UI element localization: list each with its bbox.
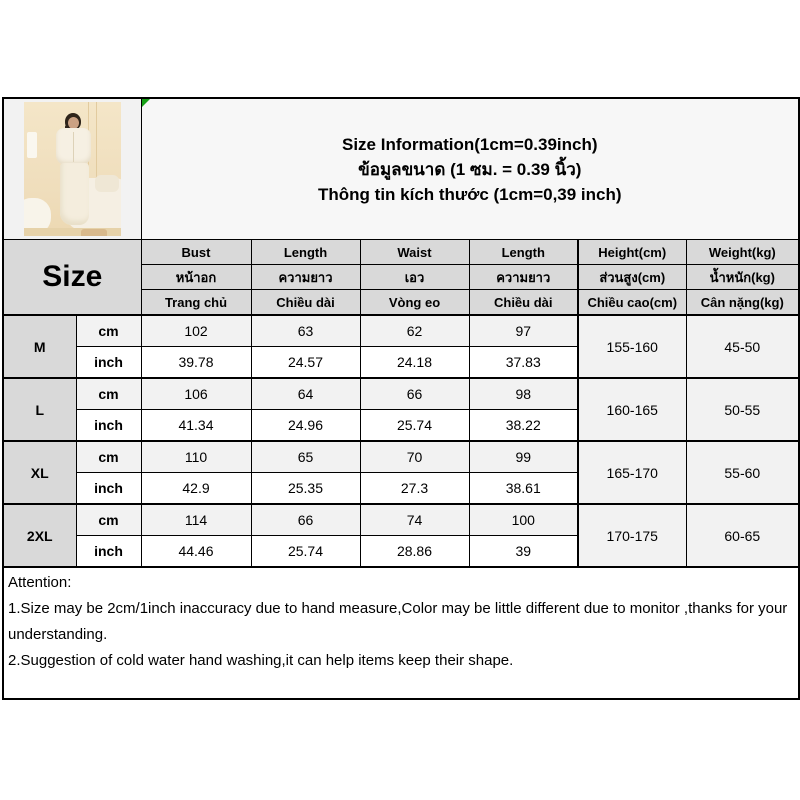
floor-patch [81,229,107,236]
col-header-weight-en: Weight(kg) [686,240,799,265]
value-cell: 24.57 [251,347,360,379]
title-line-vi: Thông tin kích thước (1cm=0,39 inch) [318,184,622,204]
height-range-cell: 170-175 [578,504,686,567]
value-cell: 38.61 [469,473,578,505]
col-header-height-th: ส่วนสูง(cm) [578,265,686,290]
height-range-cell: 155-160 [578,315,686,378]
value-cell: 62 [360,315,469,347]
value-cell: 25.35 [251,473,360,505]
attention-line-2: 2.Suggestion of cold water hand washing,it can help items keep their shape. [8,652,514,669]
product-photo-cell [3,98,141,240]
value-cell: 39 [469,536,578,568]
value-cell: 39.78 [141,347,251,379]
floor-lamp [27,132,37,158]
size-label-2xl: 2XL [3,504,76,567]
value-cell: 70 [360,441,469,473]
unit-label-inch: inch [76,410,141,442]
col-header-bust-en: Bust [141,240,251,265]
value-cell: 66 [360,378,469,410]
size-label-l: L [3,378,76,441]
value-cell: 25.74 [360,410,469,442]
green-corner-marker-icon [142,99,150,107]
title-row [3,98,799,240]
unit-label-inch: inch [76,347,141,379]
weight-range-cell: 50-55 [686,378,799,441]
title-line-th: ข้อมูลขนาด (1 ซม. = 0.39 นิ้ว) [358,159,582,179]
attention-row [3,567,799,699]
weight-range-cell: 55-60 [686,441,799,504]
value-cell: 24.18 [360,347,469,379]
col-header-length-vi: Chiều dài [251,290,360,316]
attention-note [3,567,799,699]
size-corner-label: Size [3,240,141,316]
sofa-pillow [95,175,119,192]
value-cell: 63 [251,315,360,347]
value-cell: 98 [469,378,578,410]
col-header-weight-vi: Cân nặng(kg) [686,290,799,316]
col-header-weight-th: น้ำหนัก(kg) [686,265,799,290]
height-range-cell: 160-165 [578,378,686,441]
unit-label-cm: cm [76,378,141,410]
size-label-m: M [3,315,76,378]
table-title [141,98,799,240]
col-header-waist-vi: Vòng eo [360,290,469,316]
col-header-length2-en: Length [469,240,578,265]
col-header-length2-th: ความยาว [469,265,578,290]
value-cell: 41.34 [141,410,251,442]
value-cell: 99 [469,441,578,473]
value-cell: 74 [360,504,469,536]
value-cell: 102 [141,315,251,347]
table-row-2xl-cm [3,504,799,536]
value-cell: 65 [251,441,360,473]
weight-range-cell: 60-65 [686,504,799,567]
weight-range-cell: 45-50 [686,315,799,378]
value-cell: 38.22 [469,410,578,442]
header-row-en [3,240,799,265]
pajama-button-placket [73,132,74,162]
unit-label-cm: cm [76,504,141,536]
value-cell: 100 [469,504,578,536]
value-cell: 97 [469,315,578,347]
value-cell: 66 [251,504,360,536]
title-line-en: Size Information(1cm=0.39inch) [342,134,598,154]
size-table [2,97,800,700]
col-header-bust-th: หน้าอก [141,265,251,290]
value-cell: 106 [141,378,251,410]
value-cell: 25.74 [251,536,360,568]
col-header-bust-vi: Trang chủ [141,290,251,316]
col-header-length2-vi: Chiều dài [469,290,578,316]
value-cell: 24.96 [251,410,360,442]
unit-label-inch: inch [76,473,141,505]
size-label-xl: XL [3,441,76,504]
value-cell: 64 [251,378,360,410]
value-cell: 27.3 [360,473,469,505]
unit-label-inch: inch [76,536,141,568]
unit-label-cm: cm [76,315,141,347]
attention-line-1: 1.Size may be 2cm/1inch inaccuracy due to hand measure,Color may be little different due to monitor ,thanks for your understanding. [8,600,788,643]
value-cell: 42.9 [141,473,251,505]
attention-heading: Attention: [8,574,72,591]
col-header-waist-en: Waist [360,240,469,265]
value-cell: 114 [141,504,251,536]
value-cell: 28.86 [360,536,469,568]
unit-label-cm: cm [76,441,141,473]
table-row-l-cm [3,378,799,410]
col-header-length-th: ความยาว [251,265,360,290]
table-row-xl-cm [3,441,799,473]
col-header-height-en: Height(cm) [578,240,686,265]
height-range-cell: 165-170 [578,441,686,504]
col-header-height-vi: Chiều cao(cm) [578,290,686,316]
col-header-length-en: Length [251,240,360,265]
pajama-pants [60,163,89,225]
value-cell: 44.46 [141,536,251,568]
col-header-waist-th: เอว [360,265,469,290]
value-cell: 37.83 [469,347,578,379]
product-photo [24,102,121,236]
table-row-m-cm [3,315,799,347]
value-cell: 110 [141,441,251,473]
